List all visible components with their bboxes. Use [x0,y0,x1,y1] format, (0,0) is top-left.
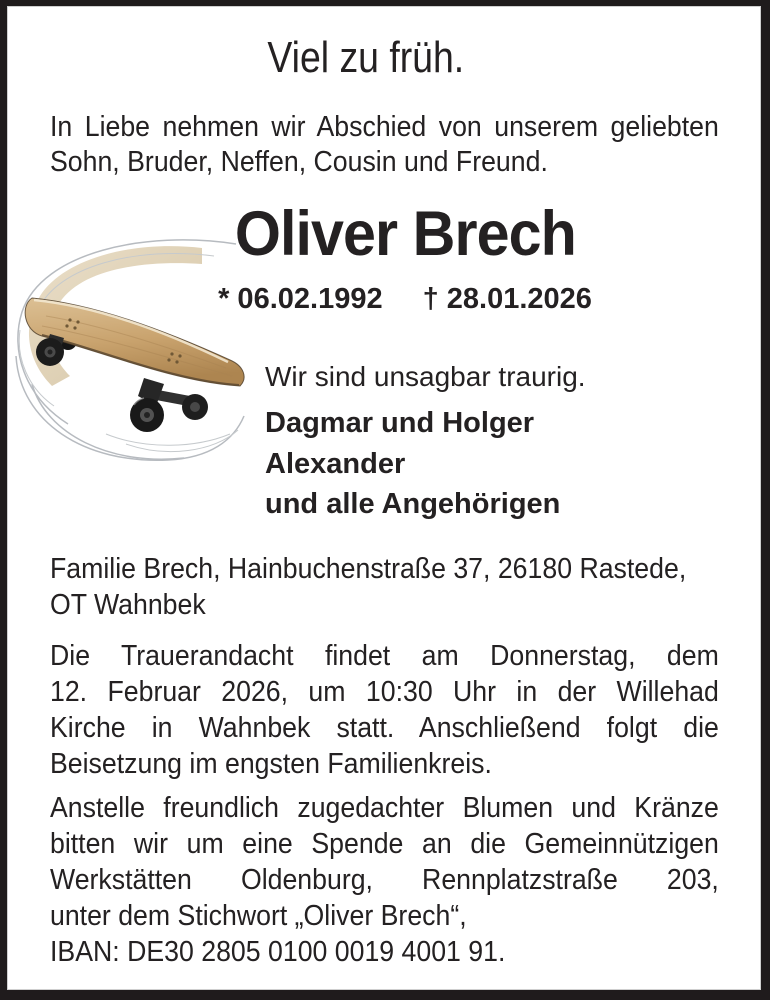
family-address [50,551,719,623]
deceased-name [50,199,760,269]
skateboard-icon [6,238,266,468]
donation-line: Anstelle freundlich zugedachter Blumen und Kränze [50,792,719,824]
donation-paragraph [50,790,719,970]
birth-date: * 06.02.1992 [218,283,383,315]
mourners-list [265,403,560,525]
address-line: Familie Brech, Hainbuchenstraße 37, 26180 Rastede, [50,553,687,585]
mourner-line: und alle Angehörigen [265,488,561,520]
service-line: Beisetzung im engsten Familienkreis. [50,748,492,780]
intro-paragraph [50,110,719,180]
grief-line: Wir sind unsagbar traurig. [265,361,586,392]
service-line: 12. Februar 2026, um 10:30 Uhr in der Willehad [50,676,719,708]
donation-line: unter dem Stichwort „Oliver Brech“, [50,900,467,932]
iban-line: IBAN: DE30 2805 0100 0019 4001 91. [50,936,506,968]
intro-line: In Liebe nehmen wir Abschied von unserem geliebten [50,111,719,143]
service-line: Kirche in Wahnbek statt. Anschließend folgt die [50,712,719,744]
deceased-name-text: Oliver Brech [234,199,576,269]
intro-line: Sohn, Bruder, Neffen, Cousin und Freund. [50,146,548,178]
donation-line: Werkstätten Oldenburg, Rennplatzstraße 203, [50,864,719,896]
service-paragraph [50,638,719,782]
life-dates [50,281,760,317]
mourner-line: Alexander [265,447,406,480]
address-line: OT Wahnbek [50,589,206,621]
mourner-line: Dagmar und Holger [265,407,535,439]
headline-text: Viel zu früh. [267,33,465,82]
donation-line: bitten wir um eine Spende an die Gemeinnützigen [50,828,719,860]
service-line: Die Trauerandacht findet am Donnerstag, dem [50,640,719,672]
headline [7,33,725,83]
death-date: † 28.01.2026 [422,283,592,315]
